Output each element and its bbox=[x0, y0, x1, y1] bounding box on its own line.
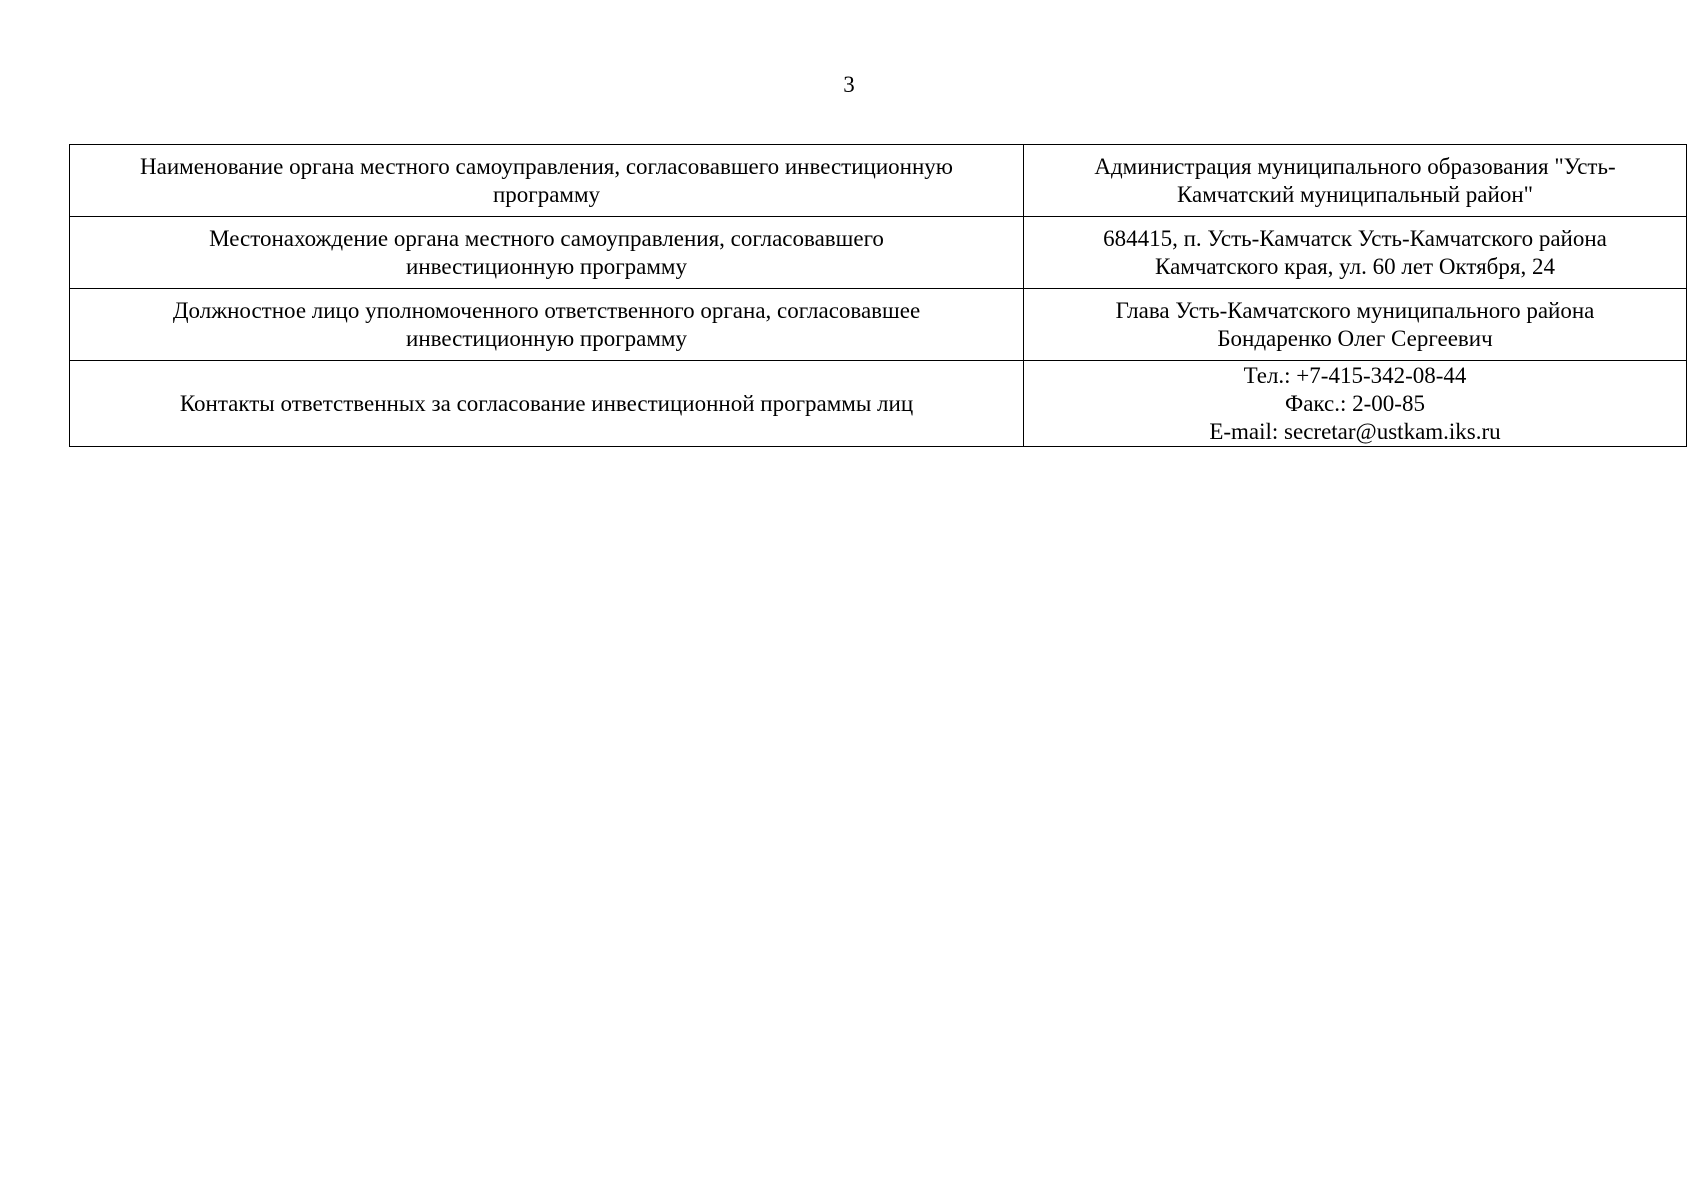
contacts-label: Контакты ответственных за согласование инвестиционной программы лиц bbox=[70, 361, 1024, 447]
authority-location-label: Местонахождение органа местного самоуправления, согласовавшего инвестиционную программу bbox=[70, 217, 1024, 289]
authority-location-value: 684415, п. Усть-Камчатск Усть-Камчатского района Камчатского края, ул. 60 лет Октября, 24 bbox=[1024, 217, 1687, 289]
authority-name-value: Администрация муниципального образования "Усть- Камчатский муниципальный район" bbox=[1024, 145, 1687, 217]
authority-name-label: Наименование органа местного самоуправления, согласовавшего инвестиционную программу bbox=[70, 145, 1024, 217]
approval-info-table bbox=[69, 144, 1687, 447]
page-number: 3 bbox=[843, 72, 855, 97]
official-value: Глава Усть-Камчатского муниципального района Бондаренко Олег Сергеевич bbox=[1024, 289, 1687, 361]
table-row-contacts bbox=[70, 361, 1687, 447]
contacts-value: Тел.: +7-415-342-08-44 Факс.: 2-00-85 E-mail: secretar@ustkam.iks.ru bbox=[1024, 361, 1687, 447]
official-label: Должностное лицо уполномоченного ответственного органа, согласовавшее инвестиционную программу bbox=[70, 289, 1024, 361]
table-row-official bbox=[70, 289, 1687, 361]
table-row-authority-name bbox=[70, 145, 1687, 217]
table-row-authority-location bbox=[70, 217, 1687, 289]
